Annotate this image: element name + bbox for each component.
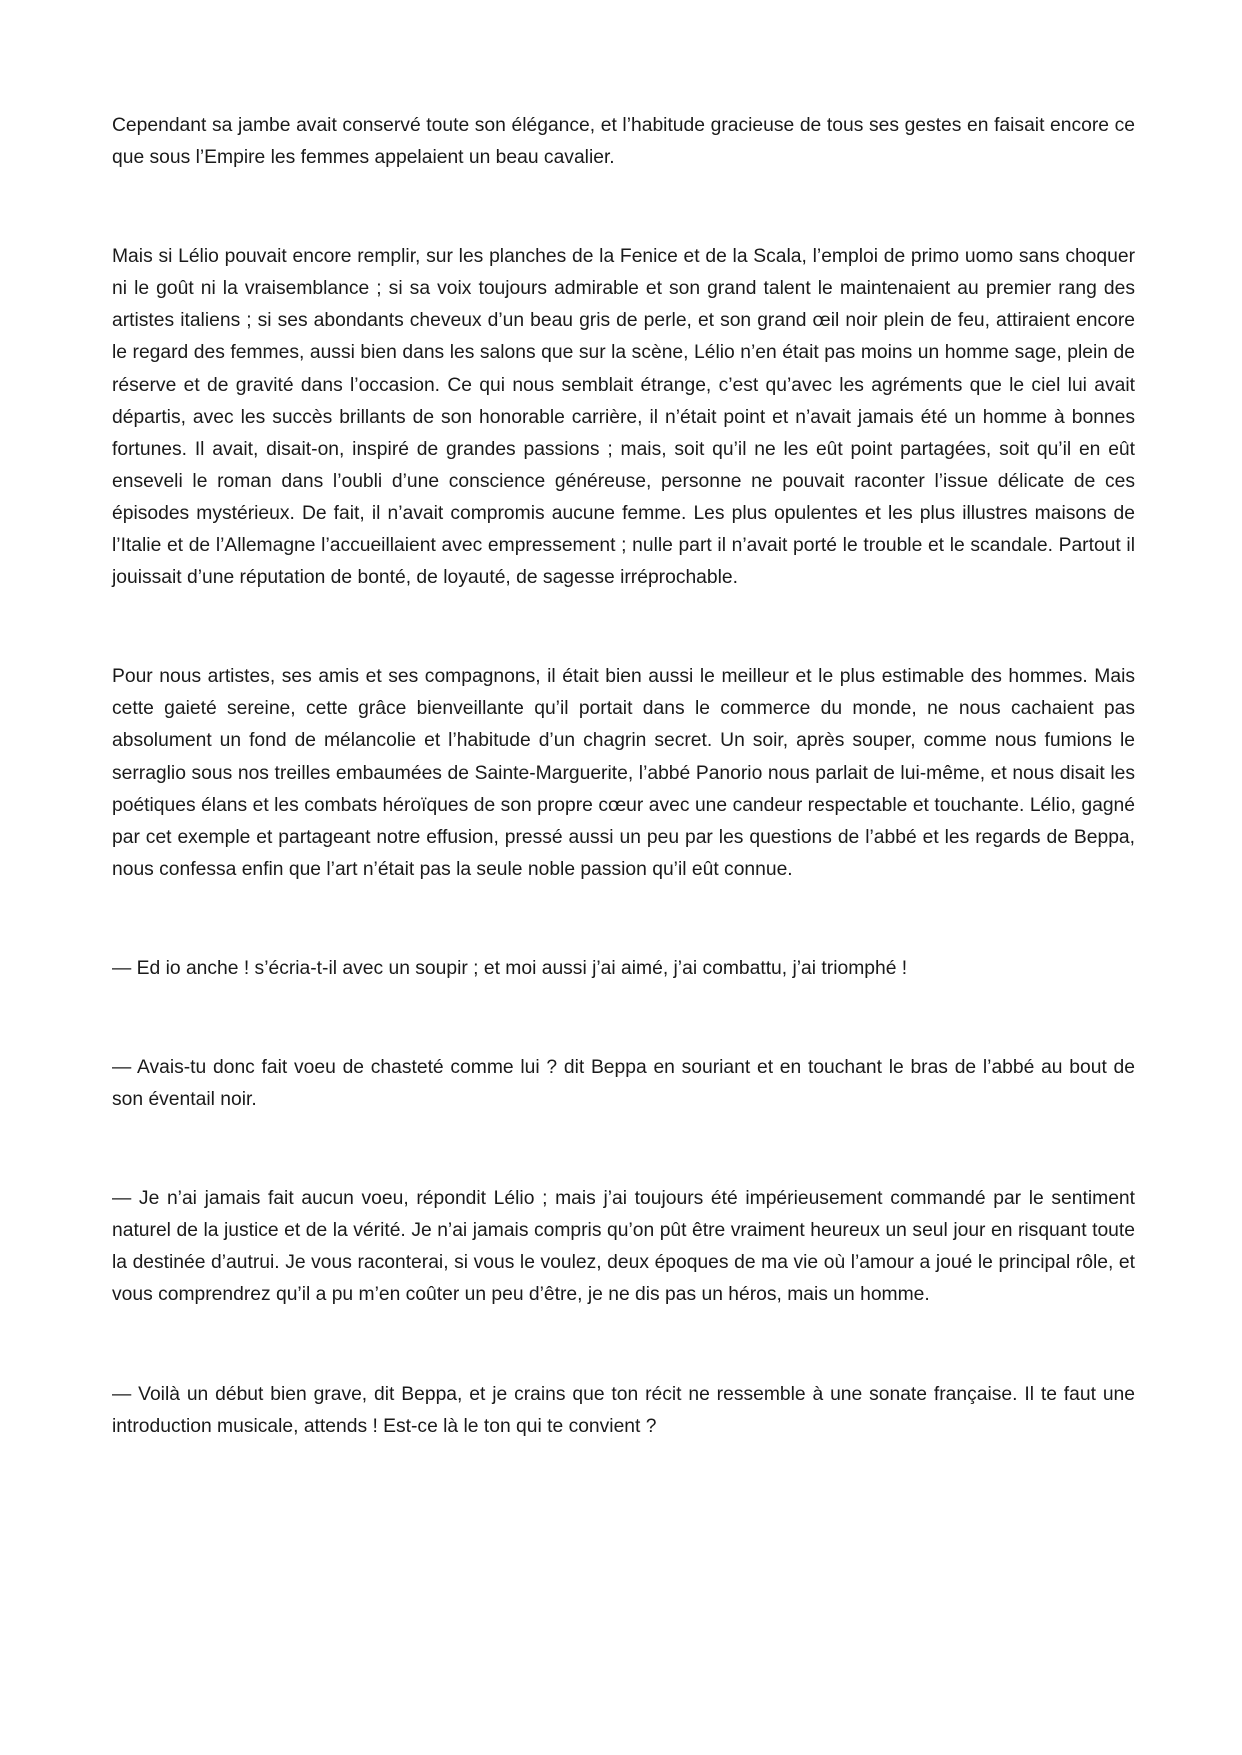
paragraph-5: — Avais-tu donc fait voeu de chasteté comme lui ? dit Beppa en souriant et en touchant le bras de l’abbé au bout de son éventail noir.	[112, 1056, 1135, 1111]
paragraph-6: — Je n’ai jamais fait aucun voeu, répondit Lélio ; mais j’ai toujours été impérieusement commandé par le sentiment naturel de la justice et de la vérité. Je n’ai jamais compris qu’on pût être vraiment heureux un seul jour en risquant toute la destinée d’autrui. Je vous raconterai, si vous le voulez, deux époques de ma vie où l’amour a joué le principal rôle, et vous comprendrez qu’il a pu m’en coûter un peu d’être, je ne dis pas un héros, mais un homme.	[112, 1188, 1135, 1306]
paragraph-3: Pour nous artistes, ses amis et ses compagnons, il était bien aussi le meilleur et le plus estimable des hommes. Mais cette gaieté sereine, cette grâce bienveillante qu’il portait dans le commerce du monde, ne nous cachaient pas absolument un fond de mélancolie et l’habitude d’un chagrin secret. Un soir, après souper, comme nous fumions le serraglio sous nos treilles embaumées de Sainte-Marguerite, l’abbé Panorio nous parlait de lui-même, et nous disait les poétiques élans et les combats héroïques de son propre cœur avec une candeur respectable et touchante. Lélio, gagné par cet exemple et partageant notre effusion, pressé aussi un peu par les questions de l’abbé et les regards de Beppa, nous confessa enfin que l’art n’était pas la seule noble passion qu’il eût connue.	[112, 666, 1135, 880]
paragraph-2: Mais si Lélio pouvait encore remplir, sur les planches de la Fenice et de la Scala, l’emploi de primo uomo sans choquer ni le goût ni la vraisemblance ; si sa voix toujours admirable et son grand talent le maintenaient au premier rang des artistes italiens ; si ses abondants cheveux d’un beau gris de perle, et son grand œil noir plein de feu, attiraient encore le regard des femmes, aussi bien dans les salons que sur la scène, Lélio n’en était pas moins un homme sage, plein de réserve et de gravité dans l’occasion. Ce qui nous semblait étrange, c’est qu’avec les agréments que le ciel lui avait départis, avec les succès brillants de son honorable carrière, il n’était point et n’avait jamais été un homme à bonnes fortunes. Il avait, disait-on, inspiré de grandes passions ; mais, soit qu’il ne les eût point partagées, soit qu’il en eût enseveli le roman dans l’oubli d’une conscience généreuse, personne ne pouvait raconter l’issue délicate de ces épisodes mystérieux. De fait, il n’avait compromis aucune femme. Les plus opulentes et les plus illustres maisons de l’Italie et de l’Allemagne l’accueillaient avec empressement ; nulle part il n’avait porté le trouble et le scandale. Partout il jouissait d’une réputation de bonté, de loyauté, de sagesse irréprochable.	[112, 246, 1135, 589]
paragraph-1: Cependant sa jambe avait conservé toute son élégance, et l’habitude gracieuse de tous ses gestes en faisait encore ce que sous l’Empire les femmes appelaient un beau cavalier.	[112, 115, 1135, 169]
document-page	[112, 110, 1135, 1443]
paragraph-4: — Ed io anche ! s’écria-t-il avec un soupir ; et moi aussi j’ai aimé, j’ai combattu, j’ai triomphé !	[112, 957, 908, 979]
paragraph-7: — Voilà un début bien grave, dit Beppa, et je crains que ton récit ne ressemble à une sonate française. Il te faut une introduction musicale, attends ! Est-ce là le ton qui te convient ?	[112, 1383, 1135, 1437]
